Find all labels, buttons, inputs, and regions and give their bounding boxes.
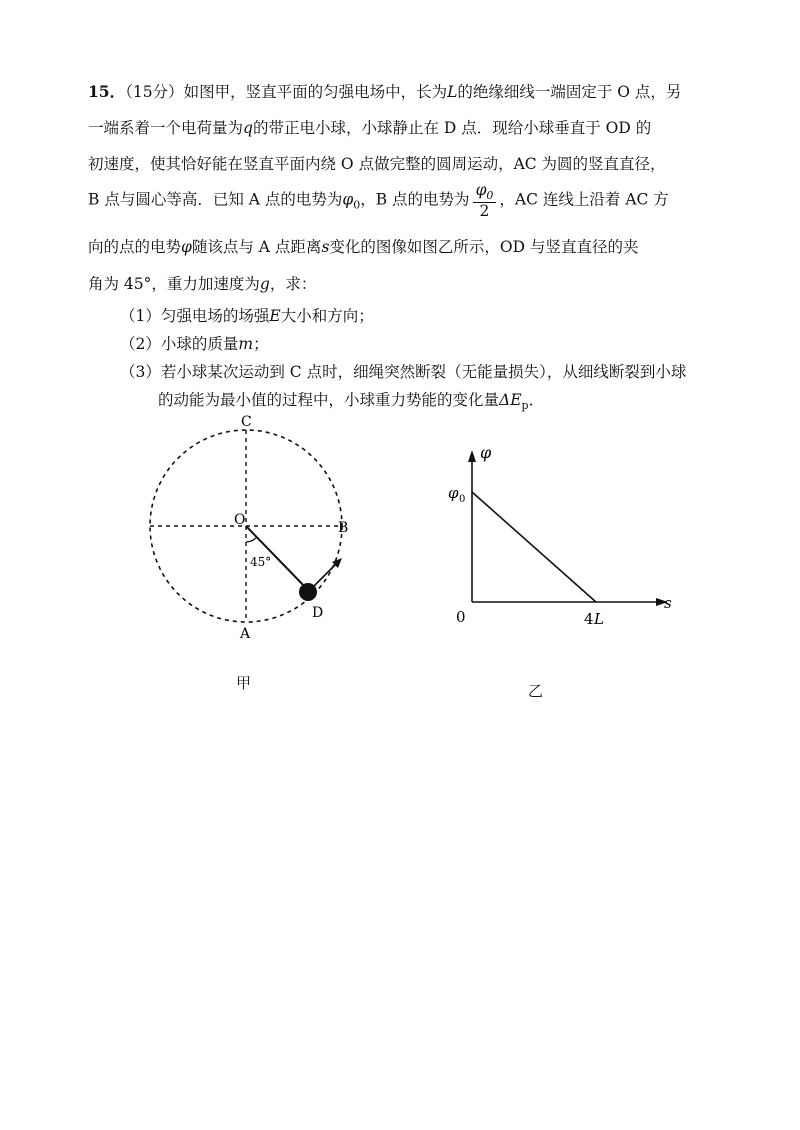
figure-jia-caption: 甲 (236, 674, 252, 692)
y-axis-arrow (468, 450, 476, 462)
fraction-denominator: 2 (479, 201, 490, 220)
problem-line-4 (88, 182, 669, 219)
question-number: （1） (120, 307, 161, 325)
velocity-arrow (314, 562, 338, 586)
problem-line-2 (88, 116, 651, 138)
figure-yi-caption: 乙 (528, 682, 544, 700)
phi-subscript: 0 (486, 189, 494, 203)
y-axis-label: φ (480, 443, 492, 462)
problem-line-5 (88, 235, 638, 257)
variable-g: g (259, 275, 270, 293)
circle-diagram (140, 410, 380, 650)
question-1 (120, 304, 374, 326)
x-intercept-variable: L (594, 610, 604, 628)
problem-number: 15． (88, 82, 126, 101)
text-segment: 小球的质量 (160, 335, 239, 353)
text-segment: 变化的图像如图乙所示，OD 与竖直直径的夹 (329, 238, 639, 256)
text-segment: 若小球某次运动到 C 点时，细绳突然断裂（无能量损失），从细线断裂到小球 (160, 363, 687, 381)
fraction-numerator (473, 182, 497, 203)
angle-arc (246, 537, 257, 542)
fraction-phi0-over-2 (473, 182, 497, 219)
point-label-O: O (234, 512, 246, 528)
problem-score: （15分） (125, 83, 184, 101)
text-segment: 随该点与 A 点距离 (191, 238, 322, 256)
figure-yi (440, 440, 680, 640)
origin-label: 0 (456, 608, 466, 626)
text-segment: 一端系着一个电荷量为 (88, 119, 244, 137)
problem-line-6 (88, 272, 316, 294)
variable-q: q (243, 119, 253, 137)
variable-s: s (321, 238, 330, 256)
potential-graph (440, 440, 680, 640)
text-segment: 匀强电场的场强 (160, 307, 270, 325)
potential-line (472, 492, 596, 602)
question-2 (120, 332, 269, 354)
phi-symbol: φ (342, 190, 354, 209)
text-segment: 的带正电小球，小球静止在 D 点．现给小球垂直于 OD 的 (252, 119, 652, 137)
text-segment: 如图甲，竖直平面的匀强电场中，长为 (183, 83, 448, 101)
text-segment: ，B 点的电势为 (360, 190, 470, 209)
y-intercept-subscript: 0 (459, 494, 466, 505)
question-number: （2） (120, 335, 161, 353)
variable-L: L (447, 83, 458, 101)
point-label-D: D (312, 605, 324, 621)
point-label-B: B (338, 520, 349, 536)
text-segment: 初速度，使其恰好能在竖直平面内绕 O 点做完整的圆周运动，AC 为圆的竖直直径， (88, 155, 666, 173)
point-label-A: A (240, 626, 251, 642)
text-segment: ． (528, 391, 545, 409)
y-intercept-label: φ (448, 484, 459, 502)
variable-phi: φ (181, 238, 192, 256)
question-3-continued (158, 388, 544, 412)
variable-delta-Ep: ΔE (499, 391, 522, 409)
x-axis-label: s (664, 594, 672, 612)
text-segment: ，AC 连线上沿着 AC 方 (499, 190, 669, 209)
problem-line-3 (88, 152, 666, 174)
text-segment: 的动能为最小值的过程中，小球重力势能的变化量 (158, 391, 500, 409)
variable-subscript: p (521, 399, 529, 413)
text-segment: 角为 45°，重力加速度为 (88, 275, 260, 293)
point-label-C: C (241, 414, 252, 430)
figure-jia (140, 410, 380, 650)
text-segment: ，求： (269, 275, 317, 293)
text-segment: ； (253, 335, 269, 353)
problem-line-1 (88, 80, 681, 102)
phi-subscript: 0 (353, 198, 361, 212)
text-segment: 的绝缘细线一端固定于 O 点，另 (457, 83, 682, 101)
angle-label: 45° (250, 555, 272, 569)
variable-E: E (269, 307, 281, 325)
text-segment: B 点与圆心等高．已知 A 点的电势为 (88, 190, 343, 209)
text-segment: 大小和方向； (280, 307, 374, 325)
phi-symbol: φ (475, 181, 487, 199)
question-number: （3） (120, 363, 161, 381)
variable-m: m (238, 335, 254, 353)
x-intercept-number: 4 (584, 610, 594, 628)
text-segment: 向的点的电势 (88, 238, 182, 256)
question-3 (120, 360, 686, 382)
